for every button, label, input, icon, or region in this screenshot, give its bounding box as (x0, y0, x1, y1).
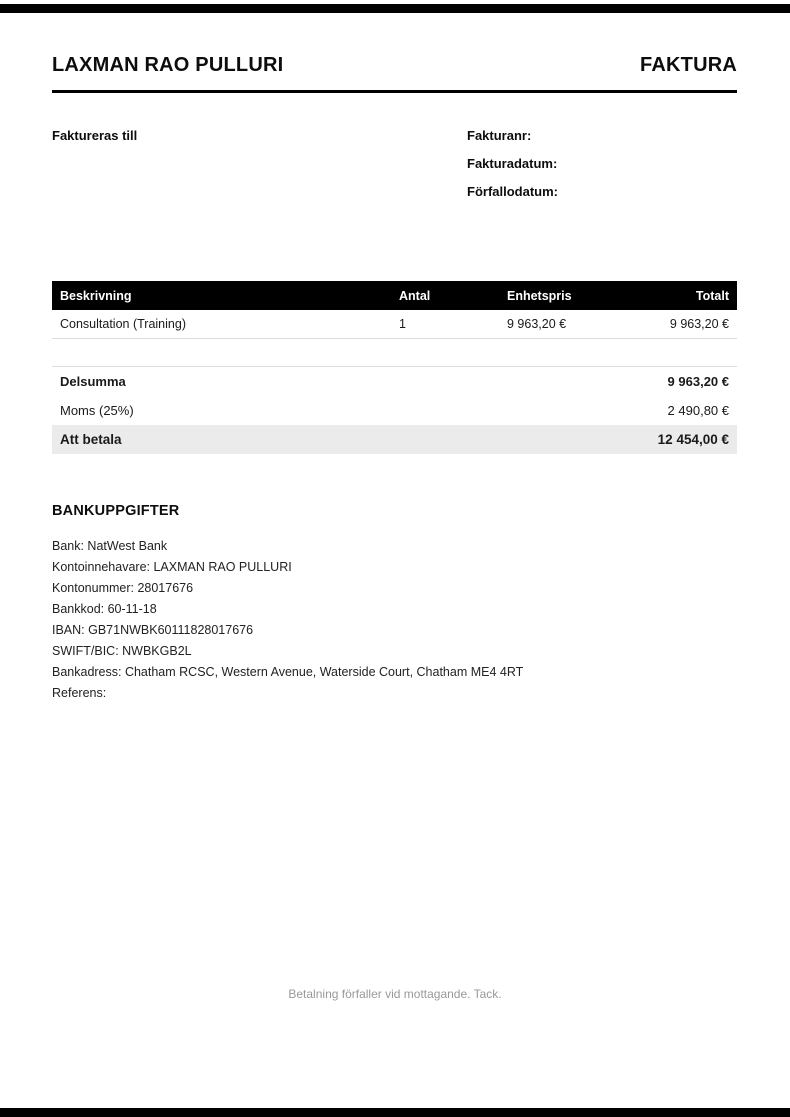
bottom-accent-bar (0, 1108, 790, 1117)
table-header-row (52, 281, 737, 310)
column-header-quantity: Antal (399, 288, 431, 303)
top-accent-bar (0, 4, 790, 13)
account-holder-line: Kontoinnehavare: LAXMAN RAO PULLURI (52, 560, 292, 574)
item-quantity: 1 (399, 317, 406, 331)
invoice-meta-section (467, 128, 558, 212)
reference-line: Referens: (52, 686, 107, 700)
line-items-table (52, 281, 737, 339)
sort-code-line: Bankkod: 60-11-18 (52, 602, 157, 616)
company-name: LAXMAN RAO PULLURI (52, 54, 284, 76)
bank-address-line: Bankadress: Chatham RCSC, Western Avenue, Waterside Court, Chatham ME4 4RT (52, 665, 524, 679)
amount-due-row (52, 425, 737, 454)
tax-label: Moms (25%) (60, 403, 134, 418)
invoice-header (52, 54, 737, 77)
bank-name-line: Bank: NatWest Bank (52, 539, 168, 553)
due-date-label: Förfallodatum: (467, 184, 558, 199)
subtotal-label: Delsumma (60, 374, 126, 389)
document-type-title: FAKTURA (640, 54, 737, 76)
item-total: 9 963,20 € (669, 317, 729, 331)
tax-value: 2 490,80 € (667, 403, 729, 418)
item-unit-price: 9 963,20 € (507, 317, 567, 331)
bill-to-label: Faktureras till (52, 128, 138, 143)
item-description: Consultation (Training) (60, 317, 186, 331)
bank-details-section (52, 503, 737, 704)
payment-terms-note: Betalning förfaller vid mottagande. Tack. (288, 987, 502, 1001)
amount-due-label: Att betala (60, 432, 122, 447)
amount-due-value: 12 454,00 € (657, 432, 729, 447)
swift-bic-line: SWIFT/BIC: NWBKGB2L (52, 644, 192, 658)
column-header-description: Beskrivning (60, 288, 132, 303)
subtotal-row (52, 367, 737, 396)
column-header-total: Totalt (695, 288, 729, 303)
iban-line: IBAN: GB71NWBK60111828017676 (52, 623, 254, 637)
bank-details-heading: BANKUPPGIFTER (52, 503, 180, 519)
header-divider-rule (52, 90, 737, 93)
invoice-date-label: Fakturadatum: (467, 156, 558, 171)
column-header-unit-price: Enhetspris (507, 288, 572, 303)
table-row (52, 310, 737, 339)
tax-row (52, 396, 737, 425)
subtotal-value: 9 963,20 € (667, 374, 729, 389)
bill-to-section (52, 128, 137, 143)
account-number-line: Kontonummer: 28017676 (52, 581, 194, 595)
totals-section (52, 366, 737, 454)
invoice-number-label: Fakturanr: (467, 128, 532, 143)
